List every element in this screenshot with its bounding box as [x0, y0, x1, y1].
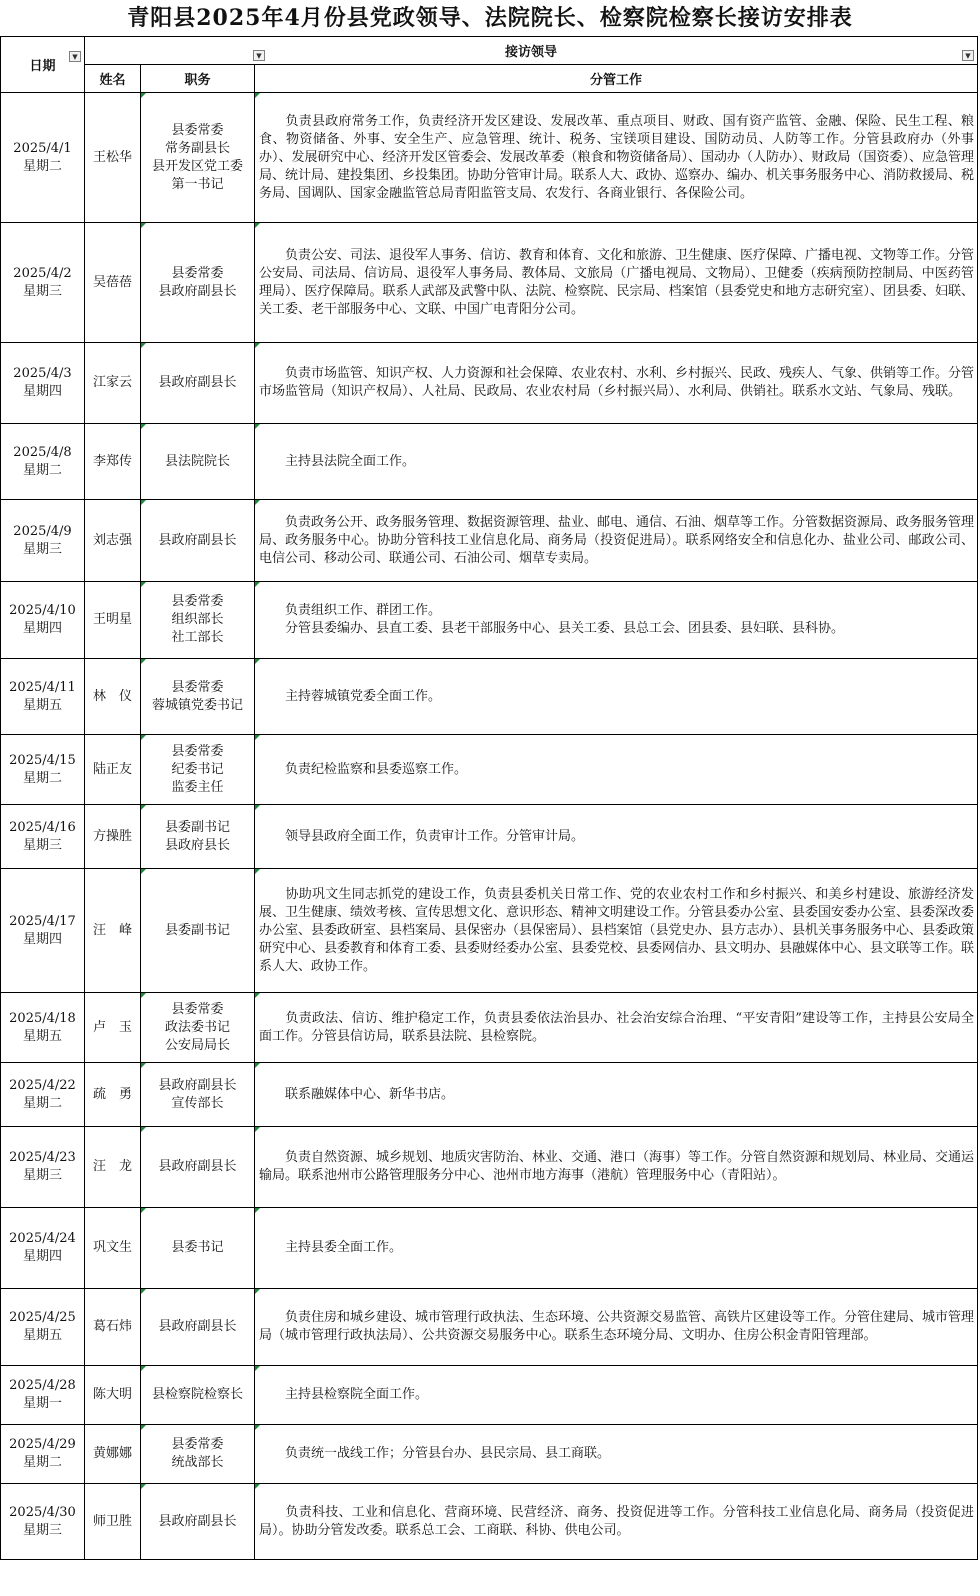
- cell-comment-marker: [141, 223, 146, 228]
- duties-text: 负责公安、司法、退役军人事务、信访、教育和体育、文化和旅游、卫生健康、医疗保障、广播电视、文物等工作。分管公安局、司法局、信访局、退役军人事务局、教体局、文旅局（广播电视局、文物局）、卫健委（疾病预防控制局、中医药管理局）、医疗保障局。联系人武部及武警中队、法院、检察院、民宗局、档案馆（县委党史和地方志研究室）、团县委、妇联、关工委、老干部服务中心、文联、中国广电青阳分公司。: [259, 247, 975, 317]
- leader-name: 方操胜: [92, 828, 132, 844]
- weekday-text: 星期四: [22, 1249, 62, 1264]
- duties-cell: [255, 1425, 978, 1484]
- duties-cell: [255, 1366, 978, 1425]
- duties-text: 负责政务公开、政务服务管理、数据资源管理、盐业、邮电、通信、石油、烟草等工作。分管数据资源局、政务服务管理局、政务服务中心。协助分管科技工业信息化局、商务局（投资促进局）。联系网络安全和信息化办、盐业公司、邮政公司、电信公司、移动公司、联通公司、石油公司、烟草专卖局。: [259, 514, 975, 566]
- position-cell: [141, 424, 255, 500]
- name-cell: [85, 1208, 141, 1289]
- table-row: [1, 1425, 978, 1484]
- position-cell: [141, 1063, 255, 1127]
- date-cell: [1, 223, 85, 343]
- header-name-label: 姓名: [99, 73, 126, 88]
- duties-cell: [255, 582, 978, 659]
- weekday-text: 星期三: [22, 283, 62, 299]
- cell-comment-marker: [255, 93, 260, 98]
- weekday-text: 星期二: [22, 462, 62, 478]
- duties-text: 联系融媒体中心、新华书店。: [259, 1086, 455, 1102]
- header-leader-label: 接访领导: [504, 45, 557, 60]
- position-cell: [141, 1289, 255, 1366]
- leader-position: 县政府副县长: [158, 532, 237, 548]
- name-cell: [85, 1127, 141, 1208]
- date-cell: [1, 1425, 85, 1484]
- cell-comment-marker: [141, 1127, 146, 1132]
- cell-comment-marker: [255, 1484, 260, 1489]
- duties-text: 负责科技、工业和信息化、营商环境、民营经济、商务、投资促进等工作。分管科技工业信息化局、商务局（投资促进局）。协助分管发改委。联系总工会、工商联、科协、供电公司。: [259, 1504, 974, 1538]
- cell-comment-marker: [255, 659, 260, 664]
- cell-comment-marker: [141, 869, 146, 874]
- cell-comment-marker: [141, 1063, 146, 1068]
- leader-name: 王明星: [92, 612, 132, 627]
- date-cell: [1, 1127, 85, 1208]
- sheet-title: 青阳县2025年4月份县党政领导、法院院长、检察院检察长接访安排表: [127, 5, 853, 31]
- position-cell: [141, 93, 255, 223]
- weekday-text: 星期三: [22, 837, 62, 853]
- leader-name: 王松华: [92, 149, 132, 165]
- name-cell: [85, 735, 141, 805]
- table-row: [1, 1127, 978, 1208]
- leader-name: 巩文生: [92, 1240, 132, 1255]
- weekday-text: 星期四: [22, 384, 62, 399]
- name-cell: [85, 424, 141, 500]
- cell-comment-marker: [141, 993, 146, 998]
- duties-cell: [255, 223, 978, 343]
- cell-comment-marker: [255, 869, 260, 874]
- leader-name: 陈大明: [92, 1387, 132, 1402]
- name-cell: [85, 869, 141, 993]
- weekday-text: 星期一: [22, 1396, 62, 1411]
- weekday-text: 星期三: [22, 1522, 62, 1538]
- date-text: 2025/4/11: [9, 679, 76, 695]
- table-row: [1, 1484, 978, 1560]
- cell-comment-marker: [255, 1208, 260, 1213]
- duties-text: 负责政法、信访、维护稳定工作，负责县委依法治县办、社会治安综合治理、“平安青阳”建设等工作，主持县公安局全面工作。分管县信访局，联系县法院、县检察院。: [259, 1010, 974, 1044]
- cell-comment-marker: [141, 343, 146, 348]
- leader-position: 县法院院长: [164, 453, 230, 469]
- table-row: [1, 805, 978, 869]
- cell-comment-marker: [255, 1289, 260, 1294]
- duties-cell: [255, 343, 978, 424]
- name-cell: [85, 805, 141, 869]
- cell-comment-marker: [255, 1063, 260, 1068]
- date-text: 2025/4/25: [9, 1310, 76, 1325]
- leader-name: 江家云: [92, 375, 132, 390]
- duties-cell: [255, 869, 978, 993]
- name-cell: [85, 93, 141, 223]
- header-duties-label: 分管工作: [589, 73, 642, 88]
- filter-dropdown-icon[interactable]: ▼: [69, 51, 81, 62]
- table-row: [1, 500, 978, 582]
- position-cell: [141, 735, 255, 805]
- date-cell: [1, 93, 85, 223]
- leader-position: 县委常委 纪委书记 监委主任: [171, 743, 224, 795]
- leader-position: 县委常委 统战部长: [171, 1437, 224, 1470]
- leader-position: 县政府副县长: [158, 1513, 237, 1529]
- cell-comment-marker: [255, 500, 260, 505]
- name-cell: [85, 1425, 141, 1484]
- duties-cell: [255, 1484, 978, 1560]
- date-text: 2025/4/10: [9, 603, 76, 618]
- leader-position: 县委常委 组织部长 社工部长: [171, 594, 224, 645]
- leader-name: 黄娜娜: [92, 1446, 132, 1461]
- leader-name: 疏 勇: [92, 1086, 132, 1102]
- position-cell: [141, 659, 255, 735]
- date-text: 2025/4/2: [13, 265, 72, 281]
- date-text: 2025/4/17: [9, 913, 76, 929]
- date-cell: [1, 424, 85, 500]
- position-cell: [141, 582, 255, 659]
- table-row: [1, 1063, 978, 1127]
- leader-position: 县委常委 县政府副县长: [158, 265, 237, 299]
- table-row: [1, 343, 978, 424]
- date-text: 2025/4/3: [13, 366, 72, 381]
- header-position: [141, 65, 255, 93]
- duties-text: 领导县政府全面工作，负责审计工作。分管审计局。: [259, 828, 585, 844]
- name-cell: [85, 223, 141, 343]
- cell-comment-marker: [141, 805, 146, 810]
- cell-comment-marker: [141, 93, 146, 98]
- cell-comment-marker: [141, 582, 146, 587]
- header-date: [1, 37, 85, 93]
- date-text: 2025/4/16: [9, 819, 76, 835]
- date-cell: [1, 1484, 85, 1560]
- leader-name: 师卫胜: [92, 1513, 132, 1529]
- date-text: 2025/4/23: [9, 1150, 76, 1165]
- cell-comment-marker: [141, 659, 146, 664]
- date-text: 2025/4/29: [9, 1437, 76, 1452]
- cell-comment-marker: [255, 735, 260, 740]
- date-cell: [1, 582, 85, 659]
- date-cell: [1, 869, 85, 993]
- date-cell: [1, 343, 85, 424]
- position-cell: [141, 1484, 255, 1560]
- date-text: 2025/4/9: [13, 523, 72, 539]
- table-row: [1, 582, 978, 659]
- schedule-table-body: [1, 37, 978, 1560]
- name-cell: [85, 1366, 141, 1425]
- leader-position: 县政府副县长 宣传部长: [158, 1077, 237, 1111]
- leader-position: 县委副书记 县政府县长: [164, 819, 230, 853]
- leader-position: 县委常委 常务副县长 县开发区党工委 第一书记: [151, 122, 243, 192]
- duties-text: 负责纪检监察和县委巡察工作。: [259, 761, 468, 777]
- leader-position: 县委副书记: [164, 922, 230, 938]
- leader-position: 县委书记: [171, 1240, 224, 1255]
- header-duties: [255, 65, 978, 93]
- weekday-text: 星期二: [22, 770, 62, 786]
- leader-position: 县检察院检察长: [151, 1387, 243, 1402]
- duties-text: 负责自然资源、城乡规划、地质灾害防治、林业、交通、港口（海事）等工作。分管自然资源和规划局、林业局、交通运输局。联系池州市公路管理服务分中心、池州市地方海事（港航）管理服务中心（青阳站）。: [259, 1150, 975, 1183]
- leader-name: 汪 峰: [92, 922, 132, 938]
- table-row: [1, 424, 978, 500]
- leader-position: 县政府副县长: [158, 375, 237, 390]
- filter-dropdown-icon[interactable]: ▼: [962, 50, 974, 61]
- duties-cell: [255, 659, 978, 735]
- duties-text: 负责市场监管、知识产权、人力资源和社会保障、农业农村、水利、乡村振兴、民政、残疾人、气象、供销等工作。分管市场监管局（知识产权局）、人社局、民政局、农业农村局（乡村振兴局）、水利局、供销社。联系水文站、气象局、残联。: [259, 366, 975, 399]
- date-cell: [1, 1366, 85, 1425]
- duties-text: 负责统一战线工作；分管县台办、县民宗局、县工商联。: [259, 1446, 611, 1461]
- duties-cell: [255, 735, 978, 805]
- table-row: [1, 1289, 978, 1366]
- cell-comment-marker: [141, 1366, 146, 1371]
- position-cell: [141, 500, 255, 582]
- date-text: 2025/4/28: [9, 1378, 76, 1393]
- duties-text: 主持蓉城镇党委全面工作。: [259, 688, 442, 704]
- date-cell: [1, 735, 85, 805]
- cell-comment-marker: [255, 1127, 260, 1132]
- date-text: 2025/4/15: [9, 752, 76, 768]
- leader-position: 县委常委 政法委书记 公安局局长: [164, 1001, 230, 1053]
- duties-cell: [255, 1208, 978, 1289]
- header-position-label: 职务: [184, 73, 211, 88]
- cell-comment-marker: [141, 1208, 146, 1213]
- name-cell: [85, 1484, 141, 1560]
- weekday-text: 星期五: [22, 697, 62, 713]
- table-row: [1, 1208, 978, 1289]
- weekday-text: 星期三: [22, 1168, 62, 1183]
- header-row-1: [1, 37, 978, 65]
- position-cell: [141, 1425, 255, 1484]
- header-date-label: 日期: [29, 59, 56, 74]
- name-cell: [85, 343, 141, 424]
- weekday-text: 星期四: [22, 621, 62, 636]
- cell-comment-marker: [141, 1425, 146, 1430]
- table-row: [1, 659, 978, 735]
- date-cell: [1, 805, 85, 869]
- date-cell: [1, 500, 85, 582]
- duties-text: 负责住房和城乡建设、城市管理行政执法、生态环境、公共资源交易监管、高铁片区建设等工作。分管住建局、城市管理局（城市管理行政执法局）、公共资源交易服务中心。联系生态环境分局、文明办、住房公积金青阳管理部。: [259, 1310, 975, 1343]
- name-cell: [85, 993, 141, 1063]
- duties-cell: [255, 93, 978, 223]
- cell-comment-marker: [255, 1366, 260, 1371]
- cell-comment-marker: [255, 993, 260, 998]
- weekday-text: 星期五: [22, 1328, 62, 1343]
- table-row: [1, 1366, 978, 1425]
- date-text: 2025/4/22: [9, 1077, 76, 1093]
- name-cell: [85, 659, 141, 735]
- date-cell: [1, 1208, 85, 1289]
- name-cell: [85, 1063, 141, 1127]
- filter-dropdown-icon[interactable]: ▼: [253, 50, 265, 61]
- name-cell: [85, 582, 141, 659]
- schedule-table: [0, 36, 978, 1560]
- weekday-text: 星期二: [22, 1095, 62, 1111]
- date-text: 2025/4/30: [9, 1504, 76, 1520]
- leader-name: 汪 龙: [92, 1159, 132, 1174]
- position-cell: [141, 343, 255, 424]
- cell-comment-marker: [141, 735, 146, 740]
- cell-comment-marker: [141, 1484, 146, 1489]
- date-cell: [1, 1289, 85, 1366]
- leader-name: 林 仪: [92, 688, 132, 704]
- cell-comment-marker: [255, 1425, 260, 1430]
- date-text: 2025/4/24: [9, 1231, 76, 1246]
- duties-cell: [255, 500, 978, 582]
- position-cell: [141, 1366, 255, 1425]
- cell-comment-marker: [141, 424, 146, 429]
- table-row: [1, 93, 978, 223]
- duties-text: 协助巩文生同志抓党的建设工作，负责县委机关日常工作、党的农业农村工作和乡村振兴、和美乡村建设、旅游经济发展、卫生健康、绩效考核、宣传思想文化、意识形态、精神文明建设工作。分管县委办公室、县委国安委办公室、县委深改委办公室、县委政研室、县档案局、县保密办（县保密局）、县档案馆（县党史办、县方志办）、县机关事务服务中心、县委政策研究中心、县委教育和体育工委、县委财经委办公室、县委党校、县委网信办、县文明办、县融媒体中心、县文联等工作。联系人大、政协工作。: [259, 886, 975, 974]
- leader-name: 李郑传: [92, 453, 132, 469]
- date-text: 2025/4/1: [13, 140, 72, 156]
- header-name: [85, 65, 141, 93]
- duties-text: 主持县委全面工作。: [259, 1240, 403, 1255]
- header-leader: [85, 37, 978, 65]
- position-cell: [141, 869, 255, 993]
- position-cell: [141, 805, 255, 869]
- table-row: [1, 869, 978, 993]
- duties-cell: [255, 805, 978, 869]
- leader-position: 县政府副县长: [158, 1159, 237, 1174]
- weekday-text: 星期四: [22, 931, 62, 947]
- duties-text: 负责县政府常务工作，负责经济开发区建设、发展改革、重点项目、财政、国有资产监管、金融、保险、民生工程、粮食、物资储备、外事、安全生产、应急管理、统计、税务、宝镁项目建设、国防动员、人防等工作。分管县政府办（外事办）、发展研究中心、经济开发区管委会、发展改革委（粮食和物资储备局）、国动办（人防办）、财政局（国资委）、应急管理局、统计局、建投集团、乡投集团。协助分管审计局。联系人大、政协、巡察办、编办、机关事务服务中心、消防救援局、税务局、国调队、国家金融监管总局青阳监管支局、农发行、各商业银行、各保险公司。: [259, 113, 975, 201]
- leader-position: 县委常委 蓉城镇党委书记: [151, 679, 243, 713]
- duties-cell: [255, 1127, 978, 1208]
- name-cell: [85, 1289, 141, 1366]
- date-text: 2025/4/18: [9, 1010, 76, 1026]
- duties-cell: [255, 1289, 978, 1366]
- weekday-text: 星期二: [22, 158, 62, 174]
- name-cell: [85, 500, 141, 582]
- date-cell: [1, 659, 85, 735]
- duties-cell: [255, 424, 978, 500]
- cell-comment-marker: [255, 223, 260, 228]
- weekday-text: 星期三: [22, 541, 62, 557]
- date-cell: [1, 1063, 85, 1127]
- weekday-text: 星期五: [22, 1028, 62, 1044]
- position-cell: [141, 1208, 255, 1289]
- duties-text: 主持县检察院全面工作。: [259, 1387, 429, 1402]
- duties-cell: [255, 1063, 978, 1127]
- table-row: [1, 223, 978, 343]
- table-row: [1, 993, 978, 1063]
- cell-comment-marker: [255, 805, 260, 810]
- header-row-2: [1, 65, 978, 93]
- position-cell: [141, 1127, 255, 1208]
- leader-position: 县政府副县长: [158, 1319, 237, 1334]
- weekday-text: 星期二: [22, 1455, 62, 1470]
- cell-comment-marker: [141, 500, 146, 505]
- table-row: [1, 735, 978, 805]
- cell-comment-marker: [255, 424, 260, 429]
- leader-name: 葛石炜: [92, 1319, 132, 1334]
- date-cell: [1, 993, 85, 1063]
- cell-comment-marker: [255, 582, 260, 587]
- leader-name: 刘志强: [92, 532, 132, 548]
- position-cell: [141, 223, 255, 343]
- date-text: 2025/4/8: [13, 444, 72, 460]
- leader-name: 陆正友: [92, 761, 132, 777]
- duties-cell: [255, 993, 978, 1063]
- cell-comment-marker: [141, 1289, 146, 1294]
- leader-name: 吴蓓蓓: [92, 274, 132, 290]
- duties-text: 负责组织工作、群团工作。 分管县委编办、县直工委、县老干部服务中心、县关工委、县总工会、团县委、县妇联、县科协。: [285, 603, 845, 636]
- cell-comment-marker: [255, 343, 260, 348]
- duties-text: 主持县法院全面工作。: [259, 453, 416, 469]
- position-cell: [141, 993, 255, 1063]
- leader-name: 卢 玉: [92, 1019, 132, 1035]
